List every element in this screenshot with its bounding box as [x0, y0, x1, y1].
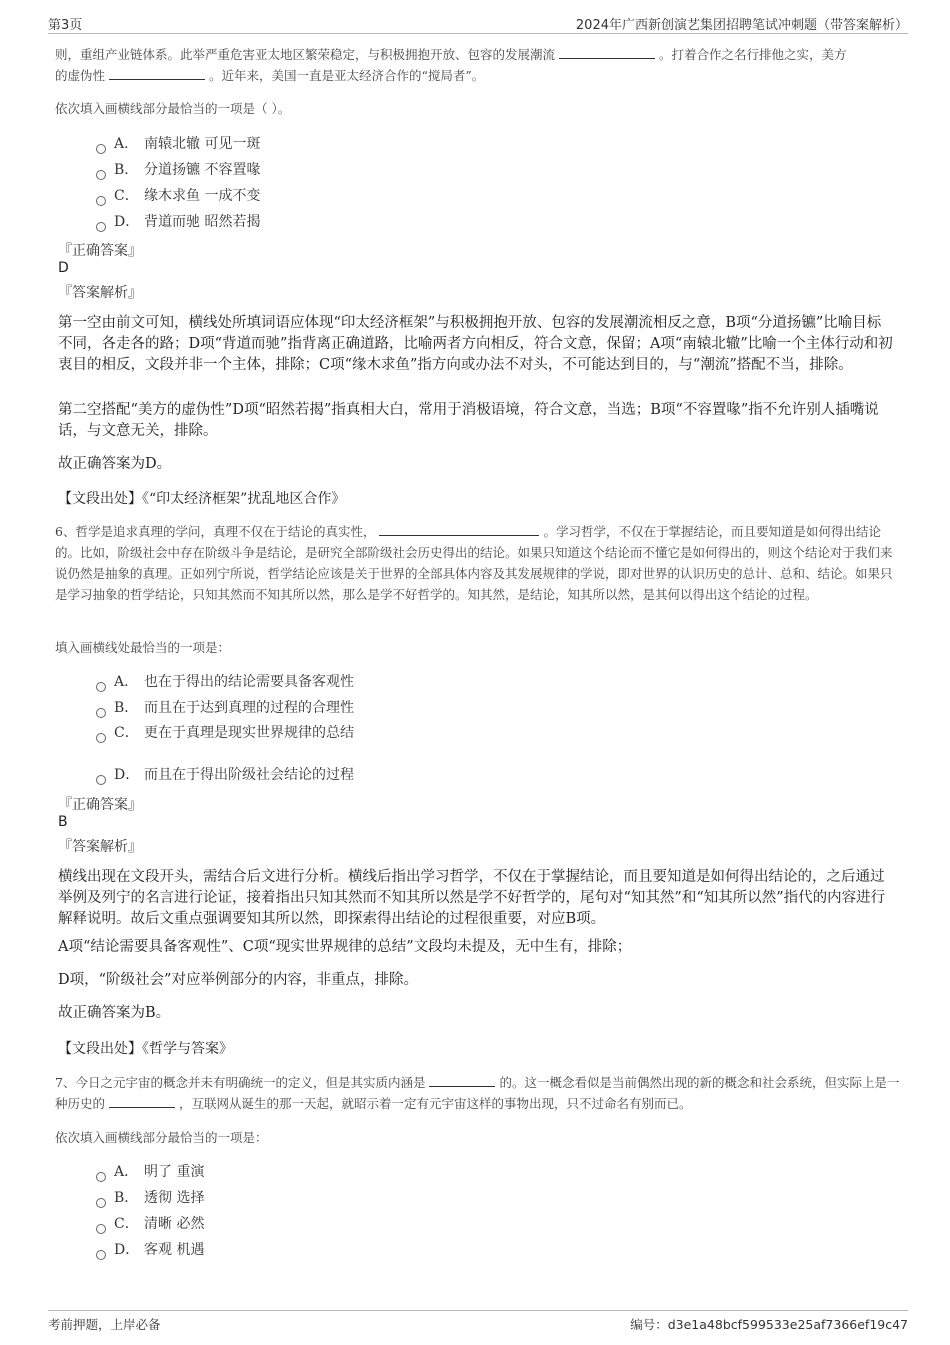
- radio-icon[interactable]: [96, 1172, 106, 1182]
- page-footer: [48, 1310, 908, 1336]
- fill-blank: [109, 1094, 175, 1108]
- q7-instruction: 依次填入画横线部分最恰当的一项是：: [55, 1130, 268, 1145]
- footer-slogan: 考前押题，上岸必备: [48, 1317, 161, 1332]
- q6-instruction: 填入画横线处最恰当的一项是：: [55, 640, 231, 655]
- fill-blank: [429, 1073, 495, 1087]
- radio-icon[interactable]: [96, 708, 106, 718]
- q6-option-b[interactable]: B． 而且在于达到真理的过程的合理性: [96, 697, 354, 719]
- q5-analysis-label: 『答案解析』: [58, 285, 142, 301]
- q6-source: 【文段出处】《哲学与答案》: [58, 1041, 233, 1057]
- page-header: [48, 12, 908, 34]
- q5-option-b[interactable]: B． 分道扬镳 不容置喙: [96, 159, 260, 181]
- radio-icon[interactable]: [96, 1198, 106, 1208]
- q7-option-a[interactable]: A． 明了 重演: [96, 1161, 204, 1183]
- q5-analysis-para-2: 第二空搭配“美方的虚伪性”D项“昭然若揭”指真相大白，常用于消极语境，符合文意，当选；B项“不容置喙”指不允许别人插嘴说话，与文意无关，排除。: [58, 402, 879, 439]
- page-number: 第3页: [48, 18, 83, 33]
- q6-option-d[interactable]: D． 而且在于得出阶级社会结论的过程: [96, 764, 354, 786]
- q6-stem: 6、哲学是追求真理的学问，真理不仅在于结论的真实性， 。学习哲学，不仅在于掌握结论，而且要知道是如何得出结论的。比如，阶级社会中存在阶级斗争是结论，是研究全部阶级社会历史得出的结论。如果只知道这个结论而不懂它是如何得出的，则这个结论对于我们来说仍然是抽象的真理。正如列宁所说，哲学结论应该是关于世界的全部具体内容及其发展规律的学说，即对世界的认识历史的总计、总和、结论。如果只是学习抽象的哲学结论，只知其然而不知其所以然，那么是学不好哲学的。知其然，是结论，知其所以然，是其何以得出这个结论的过程。: [55, 524, 893, 602]
- q5-answer: D: [58, 260, 69, 276]
- fill-blank: [379, 522, 539, 536]
- radio-icon[interactable]: [96, 682, 106, 692]
- q5-analysis-para-1: 第一空由前文可知，横线处所填词语应体现“印太经济框架”与积极拥抱开放、包容的发展潮流相反之意，B项“分道扬镳”比喻目标不同，各走各的路；D项“背道而驰”指背离正确道路，比喻两者方向相反，符合文意，保留；A项“南辕北辙”比喻一个主体行动和初衷目的相反，文段并非一个主体，排除；C项“缘木求鱼”指方向或办法不对头，不可能达到目的，与“潮流”搭配不当，排除。: [58, 315, 893, 373]
- radio-icon[interactable]: [96, 170, 106, 180]
- fill-blank: [559, 45, 655, 59]
- fill-blank: [109, 66, 205, 80]
- q6-option-c[interactable]: C． 更在于真理是现实世界规律的总结: [96, 722, 354, 744]
- q5-instruction: 依次填入画横线部分最恰当的一项是（ ）。: [55, 101, 291, 116]
- radio-icon[interactable]: [96, 222, 106, 232]
- q5-stem: 则，重组产业链体系。此举严重危害亚太地区繁荣稳定，与积极拥抱开放、包容的发展潮流 。打着合作之名行排他之实，美方 的虚伪性 。近年来，美国一直是亚太经济合作的“搅局者”。: [55, 47, 847, 83]
- q5-option-c[interactable]: C． 缘木求鱼 一成不变: [96, 185, 260, 207]
- radio-icon[interactable]: [96, 144, 106, 154]
- q7-option-d[interactable]: D． 客观 机遇: [96, 1239, 204, 1261]
- q6-option-a[interactable]: A． 也在于得出的结论需要具备客观性: [96, 671, 354, 693]
- radio-icon[interactable]: [96, 1224, 106, 1234]
- q6-analysis-para-3: D项，“阶级社会”对应举例部分的内容，非重点，排除。: [58, 972, 418, 988]
- radio-icon[interactable]: [96, 196, 106, 206]
- q6-analysis-label: 『答案解析』: [58, 839, 142, 855]
- radio-icon[interactable]: [96, 733, 106, 743]
- q7-stem: 7、今日之元宇宙的概念并未有明确统一的定义，但是其实质内涵是 的。这一概念看似是当前偶然出现的新的概念和社会系统，但实际上是一种历史的 ，互联网从诞生的那一天起，就昭示着一定有元宇宙这样的事物出现，只不过命名有别而已。: [55, 1075, 900, 1111]
- q6-answer: B: [58, 814, 68, 830]
- q5-option-a[interactable]: A． 南辕北辙 可见一斑: [96, 133, 260, 155]
- document-title: 2024年广西新创演艺集团招聘笔试冲刺题（带答案解析）: [575, 18, 908, 33]
- q6-analysis-para-1: 横线出现在文段开头，需结合后文进行分析。横线后指出学习哲学，不仅在于掌握结论，而且要知道是如何得出结论的，之后通过举例及列宁的名言进行论证，接着指出只知其然而不知其所以然是学不好哲学的，尾句对“知其然”和“知其所以然”指代的内容进行解释说明。故后文重点强调要知其所以然，即探索得出结论的过程很重要，对应B项。: [58, 869, 886, 927]
- q5-answer-label: 『正确答案』: [58, 243, 142, 259]
- q6-analysis-para-2: A项“结论需要具备客观性”、C项“现实世界规律的总结”文段均未提及，无中生有，排除；: [58, 939, 632, 955]
- q7-option-c[interactable]: C． 清晰 必然: [96, 1213, 204, 1235]
- q5-source: 【文段出处】《“印太经济框架”扰乱地区合作》: [58, 491, 346, 507]
- q6-analysis-para-4: 故正确答案为B。: [58, 1005, 171, 1021]
- q5-option-d[interactable]: D． 背道而驰 昭然若揭: [96, 211, 260, 233]
- radio-icon[interactable]: [96, 1250, 106, 1260]
- q7-option-b[interactable]: B． 透彻 选择: [96, 1187, 204, 1209]
- q5-analysis-para-3: 故正确答案为D。: [58, 456, 172, 472]
- document-code: 编号：d3e1a48bcf599533e25af7366ef19c47: [630, 1317, 908, 1332]
- q6-answer-label: 『正确答案』: [58, 797, 142, 813]
- radio-icon[interactable]: [96, 775, 106, 785]
